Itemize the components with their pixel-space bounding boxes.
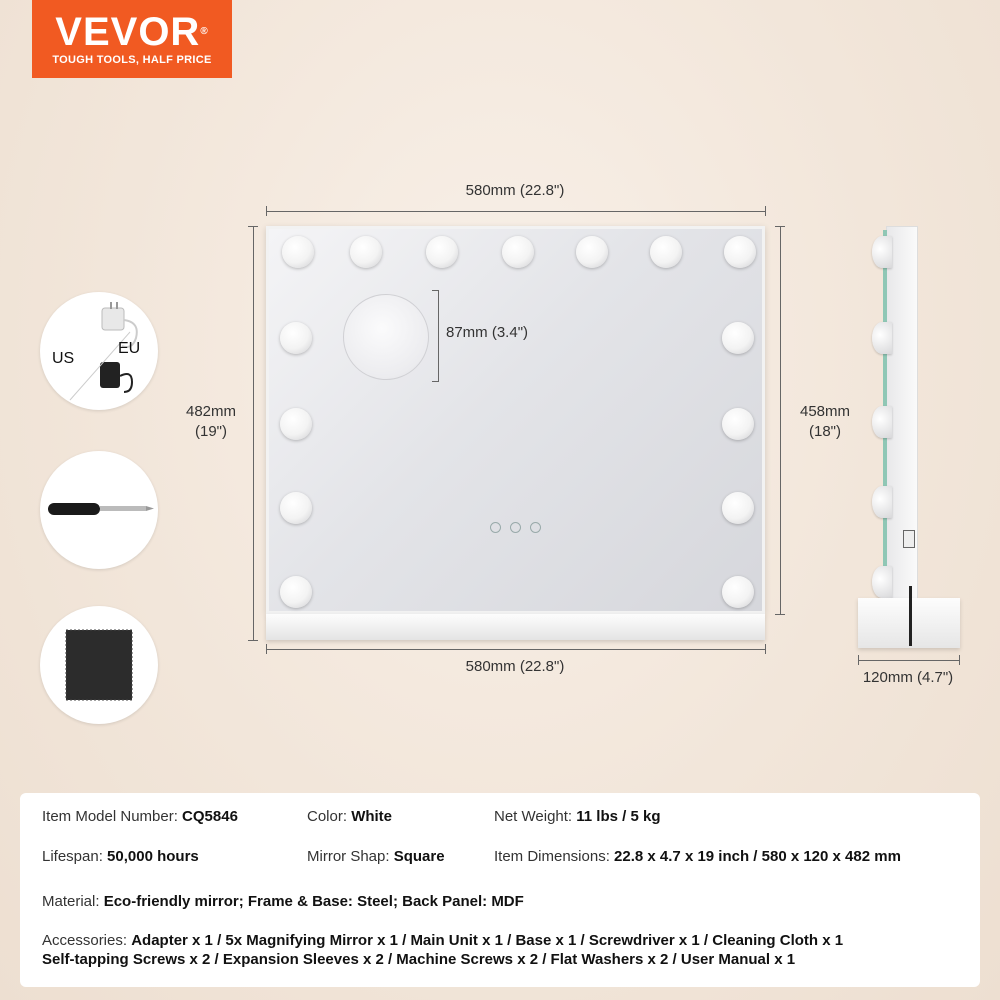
top-width-line [266, 211, 766, 212]
bulb [426, 236, 458, 268]
logo-brand: VEVOR [55, 10, 201, 54]
bulb [280, 408, 312, 440]
side-bulb [872, 322, 892, 354]
screwdriver-circle [40, 451, 158, 569]
item-dimensions: 22.8 x 4.7 x 19 inch / 580 x 120 x 482 mm [614, 848, 901, 865]
cleaning-cloth-circle [40, 606, 158, 724]
logo-registered: ® [200, 26, 209, 37]
bulb [722, 408, 754, 440]
logo-tagline: TOUGH TOOLS, HALF PRICE [52, 54, 212, 66]
top-width-label: 580mm (22.8") [465, 182, 565, 199]
mirror-base [266, 614, 765, 640]
magnifier-dim-line [438, 290, 439, 382]
model-number: CQ5846 [182, 808, 238, 825]
bulb [650, 236, 682, 268]
side-bulb [872, 236, 892, 268]
bulb [282, 236, 314, 268]
bulb [576, 236, 608, 268]
bottom-width-line [266, 649, 766, 650]
bulb [722, 322, 754, 354]
spec-panel: Item Model Number: CQ5846 Color: White Net Weight: 11 lbs / 5 kg Lifespan: 50,000 hours Mirror Shap: Square Item Dimensions: 22.8 x 4.7 x 19 inch / 580 x 120 x 482 mm Material: Eco-friendly mirror; Frame & Base: Steel; Back Panel: MDF Accessories: Adapter x 1 / 5x Magnifying Mirror x 1 / Main Unit x 1 / Base x 1 / Screwdriver x 1 / Cleaning Cloth x 1 Self-tapping Screws x 2 / Expansion Sleeves x 2 / Machine Screws x 2 / Flat Washers x 2 / User Manual x 1 [20, 793, 980, 987]
bulb [350, 236, 382, 268]
magnifying-mirror [343, 294, 429, 380]
side-bulb [872, 406, 892, 438]
accessories-line2: Self-tapping Screws x 2 / Expansion Sleeves x 2 / Machine Screws x 2 / Flat Washers x 2 / User Manual x 1 [42, 951, 796, 968]
usb-port-icon [903, 530, 915, 548]
accessories-line1: Adapter x 1 / 5x Magnifying Mirror x 1 / Main Unit x 1 / Base x 1 / Screwdriver x 1 / Cleaning Cloth x 1 [131, 932, 844, 949]
vanity-mirror-front [266, 226, 765, 614]
touch-button-icon [490, 522, 501, 533]
eu-label: EU [118, 340, 141, 357]
left-height-mm: 482mm [185, 403, 237, 420]
side-depth-label: 120mm (4.7") [862, 669, 954, 686]
side-bulb [872, 486, 892, 518]
net-weight: 11 lbs / 5 kg [576, 808, 661, 825]
right-height-mm: 458mm [799, 403, 851, 420]
touch-button-icon [530, 522, 541, 533]
bottom-width-label: 580mm (22.8") [465, 658, 565, 675]
left-height-line [253, 226, 254, 640]
side-bulb [872, 566, 892, 598]
touch-button-icon [510, 522, 521, 533]
magnifier-size-label: 87mm (3.4") [446, 324, 529, 341]
right-height-line [780, 226, 781, 614]
us-label: US [52, 350, 75, 367]
screwdriver-icon [40, 451, 158, 569]
mirror-shape: Square [393, 848, 445, 865]
vevor-logo [32, 0, 232, 78]
bulb [280, 576, 312, 608]
adapter-circle [40, 292, 158, 410]
right-height-in: (18") [809, 423, 841, 440]
bulb [280, 322, 312, 354]
cleaning-cloth-icon [40, 606, 158, 724]
bulb [280, 492, 312, 524]
material-value: Eco-friendly mirror; Frame & Base: Steel; Back Panel: MDF [103, 893, 524, 910]
lifespan-value: 50,000 hours [107, 848, 199, 865]
bulb [724, 236, 756, 268]
bulb [722, 576, 754, 608]
side-depth-line [858, 660, 960, 661]
bulb [722, 492, 754, 524]
power-cable [909, 586, 912, 646]
left-height-in: (19") [195, 423, 227, 440]
color-value: White [351, 808, 393, 825]
bulb [502, 236, 534, 268]
